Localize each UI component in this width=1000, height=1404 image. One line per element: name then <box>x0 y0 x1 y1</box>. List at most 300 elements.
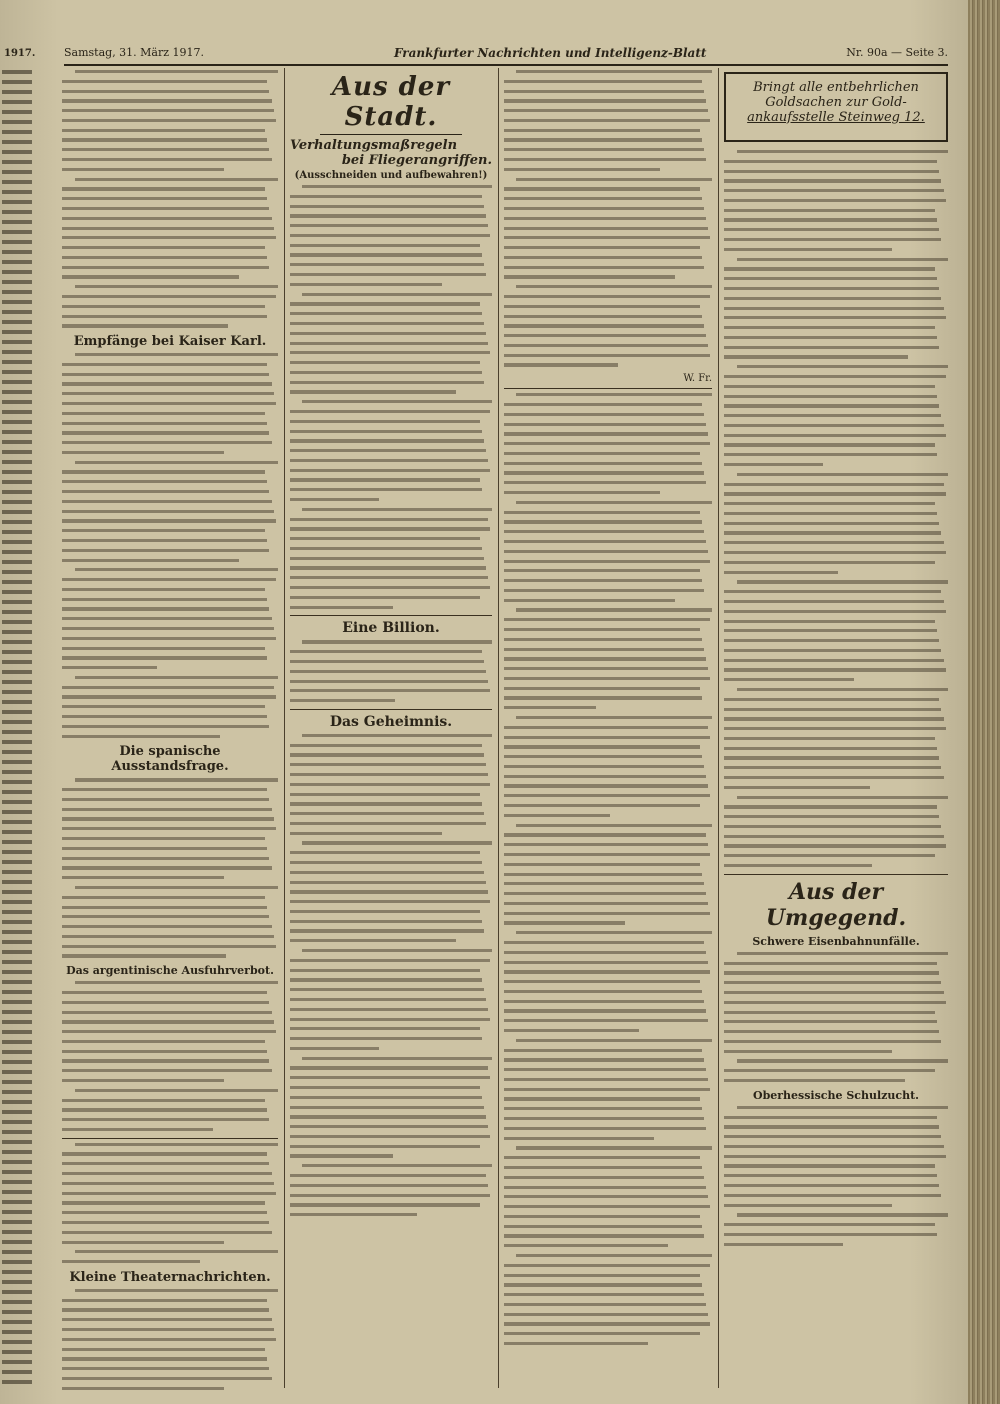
spill-text-line <box>2 1160 32 1164</box>
text-line <box>62 373 269 376</box>
text-line <box>62 808 272 811</box>
text-line <box>724 668 946 671</box>
text-line <box>724 355 908 358</box>
column-1 <box>62 70 278 1390</box>
spill-text-line <box>2 600 32 604</box>
spill-text-line <box>2 980 32 984</box>
text-line <box>290 342 488 345</box>
text-line <box>504 1000 704 1003</box>
spill-text-line <box>2 1050 32 1054</box>
text-line <box>75 1089 278 1092</box>
text-line <box>62 598 267 601</box>
text-line <box>290 205 484 208</box>
text-line <box>62 1367 269 1370</box>
spill-text-line <box>2 810 32 814</box>
text-line <box>290 939 456 942</box>
text-line <box>504 618 710 621</box>
text-line <box>504 990 702 993</box>
text-line <box>504 1342 648 1345</box>
text-line <box>62 266 269 269</box>
text-line <box>724 678 854 681</box>
text-line <box>290 689 490 692</box>
text-line <box>504 843 708 846</box>
article-note: (Ausschneiden und aufbewahren!) <box>294 170 488 181</box>
text-line <box>302 949 492 952</box>
text-line <box>724 1001 946 1004</box>
text-line <box>724 620 935 623</box>
spill-text-line <box>2 1360 32 1364</box>
text-line <box>62 1192 276 1195</box>
text-line <box>62 896 265 899</box>
text-line <box>724 522 939 525</box>
text-line <box>290 1047 379 1050</box>
spill-text-line <box>2 150 32 154</box>
text-line <box>62 876 224 879</box>
text-line <box>737 1106 948 1109</box>
text-line <box>504 951 706 954</box>
text-line <box>290 920 482 923</box>
text-line <box>290 195 482 198</box>
text-line <box>62 1318 272 1321</box>
text-line <box>724 1155 946 1158</box>
article-subheading: bei Fliegerangriffen. <box>341 153 492 168</box>
text-line <box>504 921 625 924</box>
spill-text-line <box>2 730 32 734</box>
text-line <box>724 336 937 339</box>
text-line <box>504 423 706 426</box>
text-line <box>724 209 935 212</box>
text-line <box>724 179 941 182</box>
text-line <box>504 520 702 523</box>
text-line <box>504 1264 710 1267</box>
text-line <box>504 207 704 210</box>
text-line <box>724 238 941 241</box>
text-line <box>724 844 946 847</box>
book-page-edges <box>968 0 1000 1404</box>
text-line <box>724 962 937 965</box>
spill-text-line <box>2 380 32 384</box>
text-line <box>290 351 490 354</box>
text-line <box>504 158 706 161</box>
text-line <box>724 610 946 613</box>
spill-text-line <box>2 420 32 424</box>
text-line <box>290 773 488 776</box>
text-line <box>290 332 486 335</box>
text-line <box>504 784 708 787</box>
text-line <box>724 541 944 544</box>
spill-text-line <box>2 580 32 584</box>
text-line <box>504 363 618 366</box>
spill-text-line <box>2 520 32 524</box>
text-line <box>290 1106 484 1109</box>
text-line <box>290 234 490 237</box>
text-line <box>290 214 486 217</box>
text-line <box>724 805 937 808</box>
text-line <box>737 796 948 799</box>
text-line <box>504 1176 704 1179</box>
spill-text-line <box>2 160 32 164</box>
text-line <box>724 737 935 740</box>
text-line <box>62 647 265 650</box>
text-line <box>290 1174 486 1177</box>
text-line <box>504 344 708 347</box>
text-line <box>290 802 482 805</box>
text-line <box>302 841 492 844</box>
text-line <box>62 138 267 141</box>
text-line <box>62 422 267 425</box>
text-line <box>75 886 278 889</box>
text-line <box>290 263 484 266</box>
text-line <box>62 80 267 83</box>
text-line <box>724 502 935 505</box>
text-line <box>290 1096 482 1099</box>
text-line <box>724 395 937 398</box>
spill-text-line <box>2 620 32 624</box>
spill-text-line <box>2 270 32 274</box>
text-line <box>724 1020 937 1023</box>
ad-line: Bringt alle entbehrlichen <box>753 80 919 95</box>
text-line <box>504 334 706 337</box>
text-line <box>62 1357 267 1360</box>
text-line <box>62 1377 272 1380</box>
text-line <box>724 531 941 534</box>
text-line <box>724 864 872 867</box>
text-line <box>737 952 948 955</box>
spill-text-line <box>2 200 32 204</box>
spill-text-line <box>2 1270 32 1274</box>
spill-text-line <box>2 370 32 374</box>
text-line <box>290 361 480 364</box>
spill-text-line <box>2 260 32 264</box>
text-line <box>504 599 675 602</box>
text-line <box>62 695 276 698</box>
spill-text-line <box>2 1340 32 1344</box>
text-line <box>724 756 939 759</box>
text-line <box>62 607 269 610</box>
text-line <box>724 854 935 857</box>
spill-text-line <box>2 140 32 144</box>
text-line <box>504 765 704 768</box>
text-line <box>724 170 939 173</box>
spill-text-line <box>2 1300 32 1304</box>
text-line <box>724 199 946 202</box>
text-line <box>504 540 706 543</box>
text-line <box>290 660 484 663</box>
text-line <box>62 991 267 994</box>
spill-text-line <box>2 1290 32 1294</box>
text-line <box>504 354 710 357</box>
text-line <box>62 207 269 210</box>
text-line <box>724 629 937 632</box>
text-line <box>724 189 944 192</box>
spill-text-line <box>2 180 32 184</box>
text-line <box>504 667 708 670</box>
spill-text-line <box>2 870 32 874</box>
text-line <box>504 403 702 406</box>
text-line <box>504 1293 704 1296</box>
text-block <box>504 393 712 1345</box>
spill-text-line <box>2 1030 32 1034</box>
text-line <box>724 1135 941 1138</box>
text-line <box>724 991 944 994</box>
text-line <box>504 560 710 563</box>
spill-text-line <box>2 950 32 954</box>
text-line <box>62 578 276 581</box>
text-line <box>504 638 702 641</box>
gutter-year: 1917. <box>4 48 36 59</box>
text-line <box>62 1182 274 1185</box>
text-line <box>504 873 702 876</box>
text-line <box>516 285 712 288</box>
spill-text-line <box>2 680 32 684</box>
text-line <box>504 187 700 190</box>
text-line <box>62 1030 276 1033</box>
text-line <box>62 1011 272 1014</box>
text-line <box>504 579 702 582</box>
spill-text-line <box>2 710 32 714</box>
text-line <box>62 256 267 259</box>
spill-text-line <box>2 1230 32 1234</box>
text-line <box>737 365 948 368</box>
header-title: Frankfurter Nachrichten und Intelligenz-Blatt <box>394 46 707 60</box>
text-line <box>724 1079 905 1082</box>
text-line <box>504 804 700 807</box>
text-line <box>62 857 269 860</box>
text-line <box>62 510 274 513</box>
text-line <box>737 150 948 153</box>
text-line <box>290 978 482 981</box>
article-heading: Eine Billion. <box>342 620 440 637</box>
spill-text-line <box>2 1090 32 1094</box>
text-line <box>62 275 239 278</box>
text-line <box>62 656 267 659</box>
text-line <box>724 1184 939 1187</box>
text-line <box>75 1289 278 1292</box>
header-date: Samstag, 31. März 1917. <box>64 46 205 59</box>
text-line <box>62 441 272 444</box>
spill-text-line <box>2 70 32 74</box>
text-line <box>290 410 490 413</box>
text-line <box>724 297 941 300</box>
spill-text-line <box>2 970 32 974</box>
text-line <box>504 109 708 112</box>
text-line <box>504 168 660 171</box>
text-line <box>62 837 265 840</box>
spill-text-line <box>2 250 32 254</box>
text-line <box>62 866 272 869</box>
gold-advertisement <box>724 72 948 142</box>
text-line <box>62 666 157 669</box>
text-line <box>62 470 265 473</box>
text-line <box>290 783 490 786</box>
article-heading: Kleine Theaternachrichten. <box>69 1269 271 1285</box>
text-line <box>62 817 274 820</box>
spill-text-line <box>2 550 32 554</box>
spill-text-line <box>2 120 32 124</box>
text-line <box>724 649 941 652</box>
spill-text-line <box>2 740 32 744</box>
text-line <box>724 307 944 310</box>
text-line <box>504 256 702 259</box>
text-block <box>724 150 948 867</box>
text-line <box>290 763 486 766</box>
text-line <box>62 480 267 483</box>
text-line <box>62 1299 267 1302</box>
spill-text-line <box>2 530 32 534</box>
text-line <box>290 959 490 962</box>
text-line <box>290 430 482 433</box>
text-line <box>62 549 269 552</box>
spill-text-line <box>2 890 32 894</box>
text-line <box>724 434 946 437</box>
text-line <box>62 158 272 161</box>
text-line <box>504 1088 710 1091</box>
spill-text-line <box>2 1130 32 1134</box>
text-line <box>504 892 706 895</box>
text-line <box>724 747 937 750</box>
spill-text-line <box>2 1310 32 1314</box>
text-line <box>504 648 704 651</box>
spill-text-line <box>2 780 32 784</box>
spill-text-line <box>2 1250 32 1254</box>
header-page-number: Nr. 90a — Seite 3. <box>846 46 948 59</box>
text-line <box>504 1215 700 1218</box>
text-line <box>504 775 706 778</box>
text-line <box>504 970 710 973</box>
text-line <box>724 414 941 417</box>
spill-text-line <box>2 570 32 574</box>
text-line <box>724 1069 935 1072</box>
text-line <box>504 745 700 748</box>
text-line <box>504 1107 702 1110</box>
text-line <box>62 236 276 239</box>
text-line <box>724 1233 937 1236</box>
text-line <box>290 969 480 972</box>
spill-text-line <box>2 590 32 594</box>
text-line <box>62 1211 267 1214</box>
spill-text-line <box>2 750 32 754</box>
spill-text-line <box>2 210 32 214</box>
text-line <box>504 1068 706 1071</box>
text-block <box>504 70 712 367</box>
spill-text-line <box>2 1120 32 1124</box>
text-line <box>504 481 706 484</box>
text-line <box>516 1039 712 1042</box>
ad-line: Goldsachen zur Gold- <box>765 95 907 110</box>
text-line <box>62 227 274 230</box>
text-line <box>724 404 939 407</box>
text-line <box>290 596 480 599</box>
text-block <box>290 185 492 609</box>
text-line <box>504 628 700 631</box>
text-line <box>290 253 482 256</box>
text-line <box>62 402 276 405</box>
text-line <box>504 736 710 739</box>
article-heading: Empfänge bei Kaiser Karl. <box>73 334 267 350</box>
spill-text-line <box>2 770 32 774</box>
text-line <box>62 217 272 220</box>
text-line <box>290 1135 490 1138</box>
text-block <box>290 640 492 702</box>
column-2 <box>290 70 492 1390</box>
text-line <box>290 498 379 501</box>
text-line <box>290 832 442 835</box>
text-line <box>62 109 274 112</box>
text-line <box>75 285 278 288</box>
spill-text-line <box>2 830 32 834</box>
text-line <box>504 902 708 905</box>
text-line <box>62 363 267 366</box>
text-line <box>504 197 702 200</box>
text-line <box>504 1332 700 1335</box>
running-header <box>64 44 948 64</box>
text-line <box>62 945 276 948</box>
text-line <box>62 725 269 728</box>
text-line <box>290 478 480 481</box>
text-line <box>290 557 484 560</box>
article-heading: Das argentinische Ausfuhrverbot. <box>66 964 274 978</box>
spill-text-line <box>2 110 32 114</box>
text-line <box>516 501 712 504</box>
spill-text-line <box>2 940 32 944</box>
text-line <box>302 1057 492 1060</box>
text-line <box>62 798 269 801</box>
spill-text-line <box>2 1070 32 1074</box>
spill-text-line <box>2 410 32 414</box>
text-line <box>504 882 704 885</box>
text-line <box>504 129 700 132</box>
text-line <box>724 346 939 349</box>
text-line <box>504 413 704 416</box>
text-block <box>62 981 278 1131</box>
text-line <box>724 815 939 818</box>
text-line <box>62 529 265 532</box>
text-line <box>504 1156 700 1159</box>
text-line <box>724 659 944 662</box>
text-line <box>62 686 274 689</box>
text-line <box>724 1223 935 1226</box>
spill-text-line <box>2 1080 32 1084</box>
spill-text-line <box>2 1040 32 1044</box>
text-line <box>62 847 267 850</box>
text-line <box>504 980 700 983</box>
text-line <box>290 871 484 874</box>
spill-text-line <box>2 690 32 694</box>
text-block <box>724 952 948 1082</box>
spill-text-line <box>2 1260 32 1264</box>
text-line <box>62 99 272 102</box>
text-line <box>737 258 948 261</box>
spill-text-line <box>2 860 32 864</box>
text-line <box>290 1115 486 1118</box>
text-line <box>504 462 702 465</box>
spill-text-line <box>2 1100 32 1104</box>
text-line <box>504 1195 708 1198</box>
text-line <box>62 246 265 249</box>
spill-text-line <box>2 190 32 194</box>
text-line <box>504 1029 639 1032</box>
spill-text-line <box>2 640 32 644</box>
text-line <box>504 471 704 474</box>
text-line <box>62 925 272 928</box>
text-line <box>290 1145 480 1148</box>
text-line <box>302 508 492 511</box>
text-line <box>724 1164 935 1167</box>
spill-text-line <box>2 820 32 824</box>
spill-text-line <box>2 80 32 84</box>
text-line <box>504 706 596 709</box>
text-line <box>504 814 610 817</box>
